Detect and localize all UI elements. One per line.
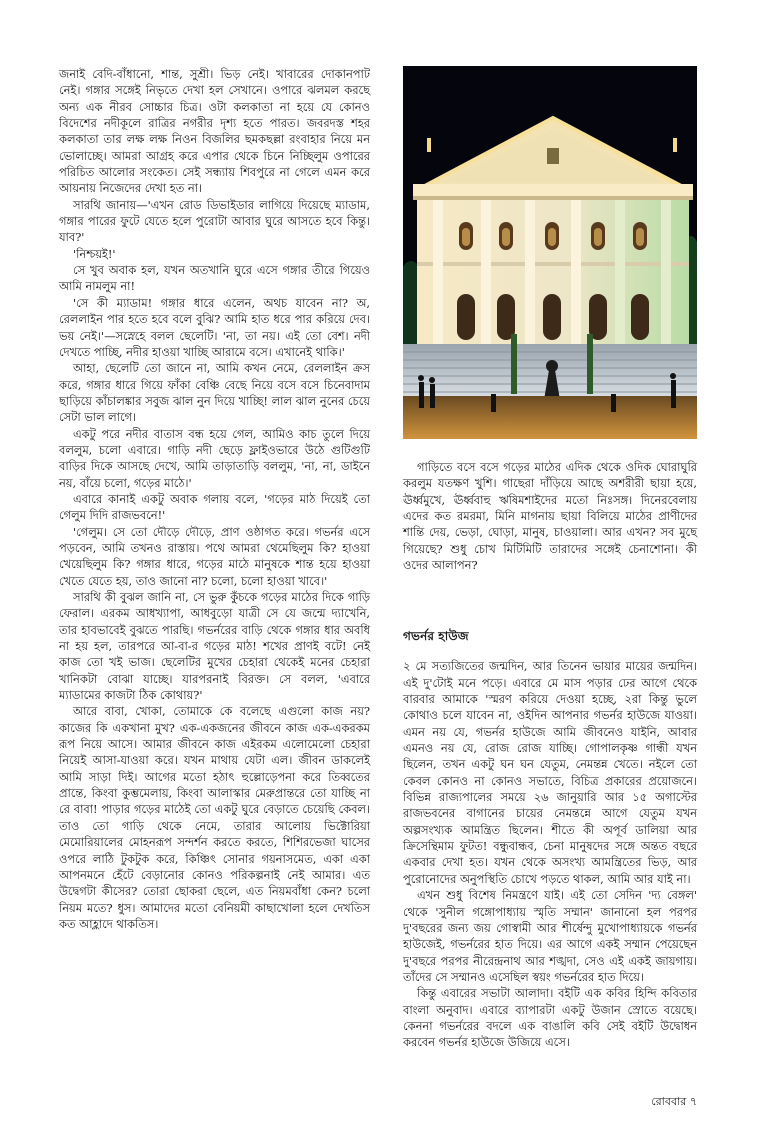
paragraph: আরে বাবা, খোকা, তোমাকে কে বলেছে এগুলো কাজ নয়? কাজের কি একখানা মুখ? এক-একজনের জীবনে কাজ এক-একরকম রূপ নিয়ে আসে। আমার জীবনে কাজ এইরকম এলোমেলো চেহারা নিয়েই আসা-যাওয়া করে। যখন মাথায় যেটা এল। জীবন ডাকলেই আমি সাড়া দিই। আগের মতো হঠাৎ হুল্লোড়েপনা করে তিব্বতের প্রান্তে, কিংবা কুম্ভমেলায়, কিংবা আলাস্কার মেরুপ্রান্তরে তো যাচ্ছি না রে বাবা! পাড়ার গড়ের মাঠেই তো একটু ঘুরে বেড়াতে চেয়েছি কেবল। তাও তো গাড়ি থেকে নেমে, তারার আলোয় ভিক্টোরিয়া মেমোরিয়ালের মোহনরূপ সন্দর্শন করতে করতে, শিশিরভেজা ঘাসের ওপরে লাঠি টুকটুক করে, কিঞ্চিৎ সোনার গয়নাসমেত, একা একা আপনমনে হেঁটে বেড়ানোর কোনও পরিকল্পনাই নেই আমার। এত উদ্বেগটা কীসের? তোরা ছোকরা ছেলে, এত নিয়মবাঁধা কেন? চলো নিয়ম মতে? ধুস। আমাদের মতো বেনিয়মী কাছাখোলা হলে দেখতিস কত আহ্লাদে থাকতিস। bbox=[59, 704, 370, 931]
left-column-text bbox=[59, 66, 370, 932]
paragraph: আহা, ছেলেটি তো জানে না, আমি কখন নেমে, রেললাইন ক্রস করে, গঙ্গার ধারে গিয়ে ফাঁকা বেঞ্চি বেছে নিয়ে বসে বসে চিনেবাদাম ছাড়িয়ে কাঁচালঙ্কার সবুজ ঝাল নুন দিয়ে খাচ্ছি! লাল ঝাল নুনের চেয়ে সেটা ভাল লাগে। bbox=[59, 361, 370, 425]
paragraph: এখন শুধু বিশেষ নিমন্ত্রণে যাই। এই তো সেদিন 'দ্য বেঙ্গল' থেকে 'সুনীল গঙ্গোপাধ্যায় স্মৃতি সম্মান' জানানো হল পরপর দু'বছরের জন্য জয় গোস্বামী আর শীর্ষেন্দু মুখোপাধ্যায়কে গভর্নর হাউজেই, গভর্নরের হাত দিয়ে। এর আগে একই সম্মান পেয়েছেন দু'বছরে পরপর নীরেন্দ্রনাথ আর শঙ্খদা, সেও এই একই জায়গায়। তাঁদের সে সম্মানও এসেছিল স্বয়ং গভর্নরের হাত দিয়ে। bbox=[403, 888, 697, 984]
paragraph: একটু পরে নদীর বাতাস বন্ধ হয়ে গেল, আমিও কাচ তুলে দিয়ে বললুম, চলো এবারে। গাড়ি নদী ছেড়ে ফ্লাইওভারে উঠে গুটিগুটি বাড়ির দিকে আসছে দেখে, আমি তাড়াতাড়ি বললুম, 'না, না, ডাইনে নয়, বাঁয়ে চলো, গড়ের মাঠে।' bbox=[59, 426, 370, 490]
paragraph: কিন্তু এবারের সভাটা আলাদা। বইটি এক কবির হিন্দি কবিতার বাংলা অনুবাদ। এবারে ব্যাপারটা একটু উজান স্রোতে বয়েছে। কেননা গভর্নরের বদলে এক বাঙালি কবি সেই বইটি উদ্বোধন করবেন গভর্নর হাউজে উজিয়ে এসে। bbox=[403, 986, 697, 1050]
page-folio: রোববার ৭ bbox=[651, 1095, 697, 1108]
section-heading: গভর্নর হাউজ bbox=[403, 629, 469, 643]
paragraph: 'গেলুম। সে তো দৌড়ে দৌড়ে, প্রাণ ওষ্ঠাগত করে। গভর্নর এসে পড়বেন, আমি তখনও রাস্তায়। পথে আমরা থেমেছিলুম কি? হাওয়া খেয়েছিলুম কি? গঙ্গার ধারে, গড়ের মাঠে মানুষকে শান্ত হয়ে হাওয়া খেতে যেতে হয়, তাও জানো না? চলো, চলো হাওয়া খাবে।' bbox=[59, 524, 370, 588]
paragraph: গাড়িতে বসে বসে গড়ের মাঠের এদিক থেকে ওদিক ঘোরাঘুরি করলুম যতক্ষণ খুশি। গাছেরা দাঁড়িয়ে আছে অশরীরী ছায়া হয়ে, ঊর্ধ্বমুখে, ঊর্ধ্ববাহু ঋষিমশাইদের মতো নিঃসঙ্গ। দিনেরবেলায় এদের কত রমরমা, মিনি মাগনায় ছায়া বিলিয়ে মাঠের প্রাণীদের শান্তি দেয়, ভেড়া, ঘোড়া, মানুষ, চাওয়ালা। আর এখন? সব মুছে গিয়েছে? শুধু চোখ মিটিমিটি তারাদের সঙ্গেই চেনাশোনা। কী ওদের আলাপন? bbox=[403, 460, 697, 573]
paragraph: সে খুব অবাক হল, যখন অতখানি ঘুরে এসে গঙ্গার তীরে গিয়েও আমি নামলুম না! bbox=[59, 263, 370, 294]
paragraph: 'নিশ্চয়ই!' bbox=[73, 246, 116, 261]
paragraph: জনাই বেদি-বাঁধানো, শান্ত, সুশ্রী। ভিড় নেই। খাবারের দোকানপাট নেই। গঙ্গার সঙ্গেই নিভৃতে দেখা হল সেখানে। ওপারে ঝলমল করছে অন্য এক নীরব সোচ্চার চিত্র। ওটা কলকাতা না হয়ে যে কোনও বিদেশের নদীকূলে রাত্রির নগরীর দৃশ্য হতে পারত। জবরদস্ত শহর কলকাতা তার লক্ষ লক্ষ নিওন বিজলির ছমকছল্লা রংবাহার নিয়ে মন ভোলাচ্ছে। আমরা আগ্রহ করে এপার থেকে চিনে নিচ্ছিলুম ওপারের পরিচিত আলোর সংকেত। সেই সন্ধ্যায় শিবপুরে না গেলে এমন করে আয়নায় নিজেদের দেখা হত না। bbox=[59, 67, 370, 196]
paragraph: এবারে কানাই একটু অবাক গলায় বলে, 'গড়ের মাঠ দিয়েই তো গেলুম দিদি রাজভবনে!' bbox=[59, 491, 370, 523]
building-photo bbox=[403, 66, 697, 439]
governor-house-section bbox=[403, 628, 697, 1051]
paragraph: 'সে কী ম্যাডাম! গঙ্গার ধারে এলেন, অথচ যাবেন না? অ, রেললাইন পার হতে হবে বলে বুঝি? আমি হাত ধরে পার করিয়ে দেব। ভয় নেই।'—সস্নেহে বলল ছেলেটি। 'না, তা নয়। এই তো বেশ। নদী দেখতে পাচ্ছি, নদীর হাওয়া খাচ্ছি আরামে বসে। এখানেই থাকি।' bbox=[59, 295, 370, 359]
paragraph: সারথি জানায়—'এখন রোড ডিভাইডার লাগিয়ে দিয়েছে ম্যাডাম, গঙ্গার পারের ফুটে যেতে হলে পুরোটা আবার ঘুরে আসতে হবে কিন্তু। যাব?' bbox=[59, 197, 370, 245]
paragraph: ২ মে সত্যজিতের জন্মদিন, আর তিনেন ভায়ার মায়ের জন্মদিন। এই দু'টোই মনে পড়ে। এবারে মে মাস পড়ার ঢের আগে থেকে বারবার আমাকে 'স্মরণ করিয়ে দেওয়া হচ্ছে, ২রা কিন্তু ভুলে কোথাও চলে যাবেন না, ওইদিন আপনার গভর্নর হাউজে যাওয়া। এমন নয় যে, গভর্নর হাউজে আমি জীবনেও যাইনি, আবার এমনও নয় যে, রোজ রোজ যাচ্ছি। গোপালকৃষ্ণ গান্ধী যখন ছিলেন, তখন একটু ঘন ঘন যেতুম, নেমন্তন্ন খেতে। নইলে তো কেবল কোনও না কোনও সভাতে, বিচিত্র প্রকারের প্রয়োজনে। বিভিন্ন রাজ্যপালের সময়ে ২৬ জানুয়ারি আর ১৫ অগাস্টের রাজভবনের বাগানের চায়ের নেমন্তন্নে আগে যেতুম যখন অল্পসংখ্যক আমন্ত্রিত ছিলেন। শীতে কী অপূর্ব ডালিয়া আর ক্রিসেন্থিমাম ফুটত! বন্ধুবান্ধব, চেনা মানুষদের সঙ্গে অন্তত বছরে একবার দেখা হত। যখন থেকে অসংখ্য আমন্ত্রিতের ভিড়, আর পুরোনোদের অনুপস্থিতি চোখে পড়তে থাকল, আমি আর যাই না। bbox=[403, 659, 697, 886]
paragraph: সারথি কী বুঝল জানি না, সে ভুরু কুঁচকে গড়ের মাঠের দিকে গাড়ি ফেরাল। এরকম আধখ্যাপা, আধবুড়ো যাত্রী সে যে জন্মে দ্যাখেনি, তার হাবভাবেই বুঝতে পারছি। গভর্নরের বাড়ি থেকে গঙ্গার ধার অবধি না হয় হল, তারপরে আ-বা-র গড়ের মাঠ! শখের প্রাণই বটে! নেই কাজ তো খই ভাজ। ছেলেটির মুখের চেহারা থেকেই মনের চেহারা খানিকটা বোঝা যাচ্ছে। যারপরনাই বিরক্ত। সে বলল, 'এবারে ম্যাডামের কাজটা ঠিক কোথায়?' bbox=[59, 590, 370, 703]
right-column-text bbox=[403, 459, 697, 573]
